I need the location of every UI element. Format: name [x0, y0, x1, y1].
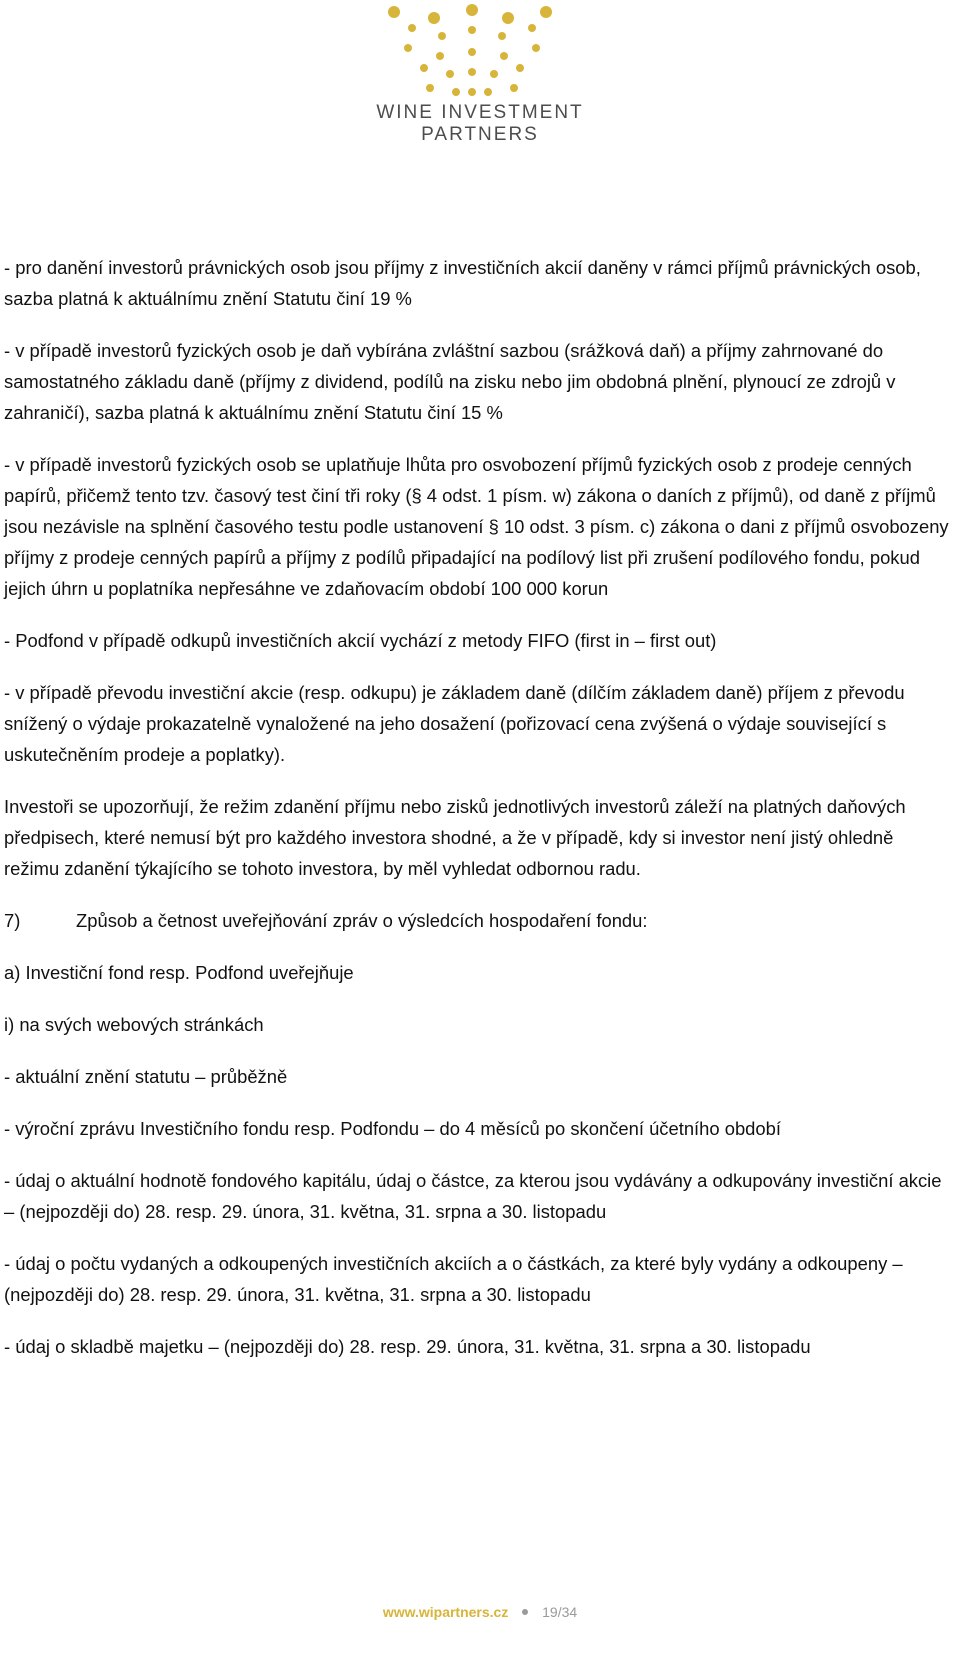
list-item: i) na svých webových stránkách	[4, 1014, 264, 1035]
list-item: - výroční zprávu Investičního fondu resp. Podfondu – do 4 měsíců po skončení účetního období	[4, 1118, 781, 1139]
section-title: Způsob a četnost uveřejňování zpráv o výsledcích hospodaření fondu:	[76, 910, 648, 931]
paragraph-individuals-withholding-tax: - v případě investorů fyzických osob je daň vybírána zvláštní sazbou (srážková daň) a příjmy zahrnované do samostatného základu daně (příjmy z dividend, podílů na zisku nebo jim obdobná plnění, plynoucí ze zdrojů v zahraničí), sazba platná k aktuálnímu znění Statutu činí 15 %	[4, 340, 896, 423]
list-item: - údaj o počtu vydaných a odkoupených investičních akciích a o částkách, za které byly vydány a odkoupeny – (nejpozději do) 28. resp. 29. února, 31. května, 31. srpna a 30. listopadu	[4, 1253, 903, 1305]
list-item: - údaj o skladbě majetku – (nejpozději do) 28. resp. 29. února, 31. května, 31. srpna a 30. listopadu	[4, 1336, 811, 1357]
section-number: 7)	[4, 910, 21, 931]
company-logo	[0, 0, 960, 160]
document-body	[4, 252, 949, 1383]
page-number: 19/34	[542, 1604, 578, 1620]
page-footer	[0, 1604, 960, 1620]
logo-dots-icon	[380, 4, 560, 100]
paragraph-investor-notice: Investoři se upozorňují, že režim zdanění příjmu nebo zisků jednotlivých investorů záleží na platných daňových předpisech, které nemusí být pro každého investora shodné, a že v případě, kdy si investor není jistý ohledně režimu zdanění týkajícího se tohoto investora, by měl vyhledat odbornou radu.	[4, 796, 906, 879]
section-heading	[4, 905, 949, 936]
list-item: - aktuální znění statutu – průběžně	[4, 1066, 288, 1087]
footer-website-link[interactable]: www.wipartners.cz	[382, 1604, 509, 1620]
logo-text-line-2: PARTNERS	[421, 124, 539, 145]
paragraph-legal-entities-tax: - pro danění investorů právnických osob jsou příjmy z investičních akcií daněny v rámci příjmů právnických osob, sazba platná k aktuálnímu znění Statutu činí 19 %	[4, 257, 921, 309]
paragraph-time-test-exemption: - v případě investorů fyzických osob se uplatňuje lhůta pro osvobození příjmů fyzických osob z prodeje cenných papírů, přičemž tento tzv. časový test činí tři roky (§ 4 odst. 1 písm. w) zákona o daních z příjmů), od daně z příjmů jsou nezávisle na splnění časového testu podle ustanovení § 10 odst. 3 písm. c) zákona o dani z příjmů osvobozeny příjmy z prodeje cenných papírů a příjmy z podílů připadající na podílový list při zrušení podílového fondu, pokud jejich úhrn u poplatníka nepřesáhne ve zdaňovacím období 100 000 korun	[4, 454, 949, 599]
logo-text-line-1: WINE INVESTMENT	[376, 102, 584, 123]
paragraph-transfer-tax-base: - v případě převodu investiční akcie (resp. odkupu) je základem daně (dílčím základem daně) příjem z převodu snížený o výdaje prokazatelně vynaložené na jeho dosažení (pořizovací cena zvýšená o výdaje související s uskutečněním prodeje a poplatky).	[4, 682, 905, 765]
list-item: - údaj o aktuální hodnotě fondového kapitálu, údaj o částce, za kterou jsou vydávány a odkupovány investiční akcie – (nejpozději do) 28. resp. 29. února, 31. května, 31. srpna a 30. listopadu	[4, 1170, 942, 1222]
list-item: a) Investiční fond resp. Podfond uveřejňuje	[4, 962, 354, 983]
paragraph-fifo-method: - Podfond v případě odkupů investičních akcií vychází z metody FIFO (first in – first out)	[4, 630, 717, 651]
footer-bullet-icon	[522, 1609, 528, 1615]
